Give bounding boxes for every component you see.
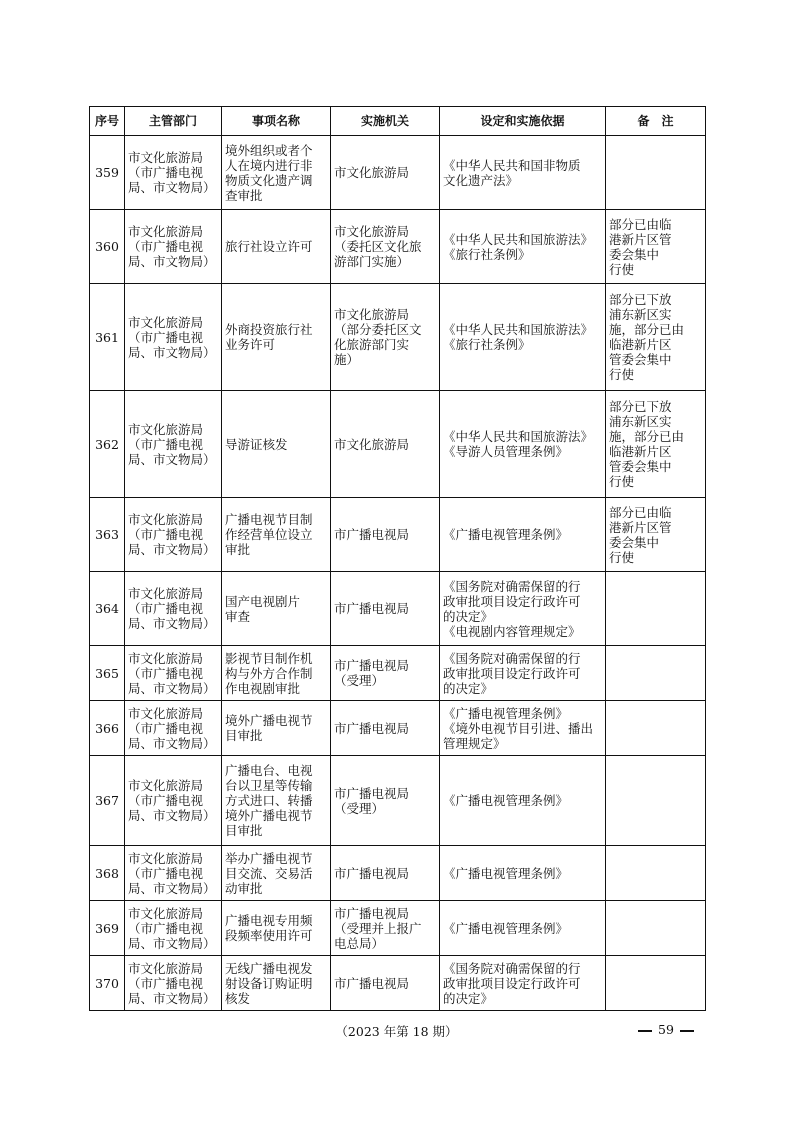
table-row	[90, 701, 706, 756]
department-cell-line: 局、市文物局）	[128, 451, 216, 467]
header-remarks: 备 注	[606, 107, 706, 136]
department-cell-line: 市文化旅游局	[128, 224, 204, 239]
item-name-cell-line: 段频率使用许可	[225, 928, 313, 943]
department-cell-line: （市广播电视	[128, 239, 204, 254]
remarks-cell-line: 浦东新区实	[609, 414, 672, 429]
header-index: 序号	[90, 107, 125, 136]
agency-cell-line: 市广播电视局	[334, 785, 410, 801]
dash-right	[680, 1030, 694, 1032]
item-name-cell-line: 影视节目制作机	[225, 650, 313, 666]
table-body	[90, 136, 706, 1011]
basis-cell-line: 《中华人民共和国旅游法》	[443, 231, 594, 247]
basis-cell-line: 政审批项目设定行政许可	[443, 593, 581, 609]
item-name-cell-line: 动审批	[225, 880, 263, 896]
header-item-name: 事项名称	[222, 107, 331, 136]
row-index-cell: 367	[90, 756, 125, 846]
item-name-cell-line: 作电视剧审批	[225, 680, 301, 696]
basis-cell-line: 《导游人员管理条例》	[443, 444, 569, 459]
department-cell-line: （市广播电视	[128, 920, 204, 936]
agency-cell-line: （受理）	[334, 673, 385, 688]
department-cell-line: （市广播电视	[128, 527, 204, 542]
item-name-cell-line: 广播电台、电视	[225, 763, 313, 778]
department-cell-line: （市广播电视	[128, 720, 204, 736]
department-cell-line: （市广播电视	[128, 165, 204, 180]
department-cell-line: （市广播电视	[128, 865, 204, 881]
basis-cell-line: 《中华人民共和国旅游法》	[443, 322, 594, 337]
basis-cell	[440, 572, 606, 646]
basis-cell	[440, 646, 606, 701]
dash-left	[638, 1030, 652, 1032]
department-cell-line: 市文化旅游局	[128, 960, 204, 976]
agency-cell-line: 施）	[334, 352, 360, 367]
agency-cell-line: 市广播电视局	[334, 865, 410, 881]
agency-cell	[331, 284, 440, 391]
department-cell-line: 局、市文物局）	[128, 180, 216, 195]
basis-cell	[440, 391, 606, 498]
table-row	[90, 646, 706, 701]
basis-cell-line: 《境外电视节目引进、播出	[443, 720, 594, 736]
agency-cell-line: 市广播电视局	[334, 720, 410, 736]
agency-cell	[331, 498, 440, 572]
item-name-cell-line: 射设备订购证明	[225, 975, 313, 991]
basis-cell-line: 《广播电视管理条例》	[443, 920, 569, 936]
department-cell	[125, 210, 222, 284]
table-row	[90, 391, 706, 498]
basis-cell	[440, 701, 606, 756]
agency-cell-line: （受理）	[334, 800, 385, 816]
agency-cell-line: （委托区文化旅	[334, 239, 422, 254]
remarks-cell-line: 施，部分已由	[609, 429, 685, 444]
agency-cell-line: （部分委托区文	[334, 322, 422, 337]
basis-cell-line: 《国务院对确需保留的行	[443, 960, 581, 976]
item-name-cell-line: 物质文化遗产调	[225, 172, 313, 188]
remarks-cell-line: 行使	[609, 367, 635, 382]
item-name-cell	[222, 391, 331, 498]
item-name-cell-line: 作经营单位设立	[225, 527, 313, 542]
item-name-cell-line: 举办广播电视节	[225, 850, 313, 866]
row-index-cell: 360	[90, 210, 125, 284]
table-row	[90, 284, 706, 391]
agency-cell-line: 市广播电视局	[334, 527, 410, 542]
agency-cell	[331, 136, 440, 210]
basis-cell-line: 《广播电视管理条例》	[443, 793, 569, 808]
agency-cell-line: 市文化旅游局	[334, 436, 410, 452]
department-cell	[125, 901, 222, 956]
agency-cell-line: 游部门实施）	[334, 254, 410, 269]
agency-cell	[331, 701, 440, 756]
header-agency: 实施机关	[331, 107, 440, 136]
department-cell-line: （市广播电视	[128, 329, 204, 345]
row-index-cell: 363	[90, 498, 125, 572]
department-cell	[125, 284, 222, 391]
remarks-cell	[606, 701, 706, 756]
basis-cell	[440, 756, 606, 846]
admin-approval-table	[89, 106, 706, 1011]
department-cell-line: 局、市文物局）	[128, 680, 216, 696]
item-name-cell-line: 核发	[225, 990, 251, 1006]
department-cell	[125, 136, 222, 210]
remarks-cell-line: 部分已下放	[609, 399, 672, 414]
department-cell-line: 局、市文物局）	[128, 616, 216, 631]
department-cell-line: 市文化旅游局	[128, 150, 204, 165]
remarks-cell-line: 临港新片区	[609, 444, 672, 459]
agency-cell-line: 化旅游部门实	[334, 337, 410, 352]
department-cell-line: 市文化旅游局	[128, 314, 204, 330]
item-name-cell-line: 审批	[225, 542, 251, 557]
item-name-cell	[222, 210, 331, 284]
remarks-cell	[606, 391, 706, 498]
agency-cell	[331, 846, 440, 901]
department-cell-line: 市文化旅游局	[128, 850, 204, 866]
department-cell	[125, 646, 222, 701]
department-cell-line: 市文化旅游局	[128, 905, 204, 921]
department-cell-line: （市广播电视	[128, 793, 204, 808]
table-row	[90, 901, 706, 956]
agency-cell-line: 电总局）	[334, 935, 385, 951]
remarks-cell	[606, 210, 706, 284]
basis-cell	[440, 956, 606, 1011]
item-name-cell-line: 境外广播电视节	[225, 808, 313, 823]
basis-cell-line: 《广播电视管理条例》	[443, 527, 569, 542]
page-number: 59	[658, 1022, 674, 1037]
basis-cell-line: 的决定》	[443, 990, 494, 1006]
basis-cell-line: 《广播电视管理条例》	[443, 705, 569, 721]
row-index-cell: 359	[90, 136, 125, 210]
remarks-cell-line: 管委会集中	[609, 459, 672, 474]
item-name-cell-line: 方式进口、转播	[225, 793, 313, 808]
item-name-cell-line: 目审批	[225, 823, 263, 838]
agency-cell	[331, 956, 440, 1011]
table-row	[90, 956, 706, 1011]
basis-cell	[440, 210, 606, 284]
basis-cell-line: 文化遗产法》	[443, 172, 519, 188]
page-number-block	[632, 1022, 700, 1037]
agency-cell	[331, 901, 440, 956]
item-name-cell	[222, 572, 331, 646]
item-name-cell-line: 旅行社设立许可	[225, 239, 313, 254]
item-name-cell-line: 目审批	[225, 728, 263, 743]
remarks-cell-line: 施，部分已由	[609, 322, 685, 337]
basis-cell-line: 政审批项目设定行政许可	[443, 665, 581, 681]
remarks-cell-line: 港新片区管	[609, 231, 672, 247]
department-cell-line: 局、市文物局）	[128, 542, 216, 557]
basis-cell-line: 《旅行社条例》	[443, 246, 531, 262]
row-index-cell: 365	[90, 646, 125, 701]
agency-cell-line: 市广播电视局	[334, 975, 410, 991]
table-row	[90, 498, 706, 572]
row-index-cell: 362	[90, 391, 125, 498]
table-row	[90, 136, 706, 210]
item-name-cell-line: 导游证核发	[225, 436, 288, 452]
table-header-row	[90, 107, 706, 136]
basis-cell-line: 的决定》	[443, 680, 494, 696]
table-row	[90, 210, 706, 284]
row-index-cell: 370	[90, 956, 125, 1011]
agency-cell	[331, 756, 440, 846]
item-name-cell	[222, 846, 331, 901]
remarks-cell-line: 临港新片区	[609, 337, 672, 352]
basis-cell-line: 《广播电视管理条例》	[443, 865, 569, 881]
item-name-cell-line: 查审批	[225, 187, 263, 203]
department-cell-line: 局、市文物局）	[128, 935, 216, 951]
agency-cell-line: 市文化旅游局	[334, 165, 410, 180]
department-cell-line: 局、市文物局）	[128, 990, 216, 1006]
item-name-cell-line: 审查	[225, 608, 251, 624]
remarks-cell-line: 部分已由临	[609, 504, 672, 520]
basis-cell-line: 《中华人民共和国旅游法》	[443, 429, 594, 444]
item-name-cell-line: 构与外方合作制	[225, 665, 313, 681]
remarks-cell-line: 部分已下放	[609, 292, 672, 307]
item-name-cell-line: 外商投资旅行社	[225, 322, 313, 337]
item-name-cell-line: 无线广播电视发	[225, 960, 313, 976]
basis-cell	[440, 498, 606, 572]
item-name-cell-line: 国产电视剧片	[225, 593, 301, 609]
agency-cell-line: 市文化旅游局	[334, 224, 410, 239]
remarks-cell-line: 港新片区管	[609, 519, 672, 535]
basis-cell-line: 《中华人民共和国非物质	[443, 157, 581, 173]
basis-cell-line: 管理规定》	[443, 735, 506, 751]
department-cell	[125, 956, 222, 1011]
item-name-cell	[222, 901, 331, 956]
department-cell-line: 市文化旅游局	[128, 512, 204, 527]
row-index-cell: 364	[90, 572, 125, 646]
department-cell-line: （市广播电视	[128, 975, 204, 991]
department-cell	[125, 701, 222, 756]
remarks-cell	[606, 572, 706, 646]
agency-cell-line: 市文化旅游局	[334, 307, 410, 322]
remarks-cell-line: 行使	[609, 261, 635, 277]
remarks-cell-line: 浦东新区实	[609, 307, 672, 322]
department-cell-line: 市文化旅游局	[128, 705, 204, 721]
item-name-cell-line: 目交流、交易活	[225, 865, 313, 881]
basis-cell-line: 《国务院对确需保留的行	[443, 578, 581, 594]
department-cell-line: 局、市文物局）	[128, 344, 216, 360]
row-index-cell: 366	[90, 701, 125, 756]
department-cell	[125, 391, 222, 498]
remarks-cell	[606, 956, 706, 1011]
remarks-cell-line: 委会集中	[609, 246, 660, 262]
department-cell-line: 局、市文物局）	[128, 735, 216, 751]
item-name-cell	[222, 136, 331, 210]
department-cell	[125, 756, 222, 846]
agency-cell-line: 市广播电视局	[334, 601, 410, 616]
agency-cell	[331, 572, 440, 646]
item-name-cell	[222, 701, 331, 756]
basis-cell-line: 《旅行社条例》	[443, 337, 531, 352]
agency-cell	[331, 210, 440, 284]
agency-cell-line: （受理并上报广	[334, 920, 422, 936]
basis-cell	[440, 136, 606, 210]
issue-label: （2023 年第 18 期）	[335, 1024, 458, 1039]
remarks-cell-line: 管委会集中	[609, 352, 672, 367]
item-name-cell-line: 人在境内进行非	[225, 157, 313, 173]
department-cell-line: （市广播电视	[128, 665, 204, 681]
basis-cell-line: 政审批项目设定行政许可	[443, 975, 581, 991]
item-name-cell-line: 境外组织或者个	[225, 142, 313, 158]
basis-cell	[440, 901, 606, 956]
basis-cell-line: 《国务院对确需保留的行	[443, 650, 581, 666]
agency-cell-line: 市广播电视局	[334, 658, 410, 673]
department-cell-line: （市广播电视	[128, 601, 204, 616]
remarks-cell	[606, 136, 706, 210]
item-name-cell	[222, 284, 331, 391]
remarks-cell	[606, 756, 706, 846]
item-name-cell-line: 广播电视节目制	[225, 512, 313, 527]
basis-cell	[440, 284, 606, 391]
basis-cell-line: 《电视剧内容管理规定》	[443, 623, 581, 639]
department-cell-line: （市广播电视	[128, 436, 204, 452]
remarks-cell	[606, 846, 706, 901]
table-row	[90, 756, 706, 846]
remarks-cell-line: 委会集中	[609, 534, 660, 550]
header-basis: 设定和实施依据	[440, 107, 606, 136]
item-name-cell-line: 广播电视专用频	[225, 913, 313, 928]
basis-cell	[440, 846, 606, 901]
department-cell-line: 市文化旅游局	[128, 421, 204, 437]
remarks-cell	[606, 284, 706, 391]
remarks-cell-line: 行使	[609, 549, 635, 565]
item-name-cell	[222, 956, 331, 1011]
remarks-cell	[606, 901, 706, 956]
item-name-cell	[222, 498, 331, 572]
department-cell-line: 市文化旅游局	[128, 586, 204, 601]
row-index-cell: 369	[90, 901, 125, 956]
item-name-cell	[222, 756, 331, 846]
agency-cell	[331, 391, 440, 498]
remarks-cell	[606, 498, 706, 572]
table-row	[90, 846, 706, 901]
department-cell-line: 市文化旅游局	[128, 650, 204, 666]
department-cell	[125, 572, 222, 646]
row-index-cell: 361	[90, 284, 125, 391]
agency-cell-line: 市广播电视局	[334, 905, 410, 921]
remarks-cell	[606, 646, 706, 701]
basis-cell-line: 的决定》	[443, 608, 494, 624]
department-cell-line: 局、市文物局）	[128, 880, 216, 896]
item-name-cell-line: 境外广播电视节	[225, 713, 313, 728]
item-name-cell	[222, 646, 331, 701]
item-name-cell-line: 业务许可	[225, 337, 276, 352]
department-cell	[125, 498, 222, 572]
remarks-cell-line: 部分已由临	[609, 216, 672, 232]
agency-cell	[331, 646, 440, 701]
item-name-cell-line: 台以卫星等传输	[225, 778, 313, 793]
remarks-cell-line: 行使	[609, 474, 635, 489]
department-cell-line: 局、市文物局）	[128, 254, 216, 269]
department-cell	[125, 846, 222, 901]
table-row	[90, 572, 706, 646]
department-cell-line: 市文化旅游局	[128, 778, 204, 793]
header-department: 主管部门	[125, 107, 222, 136]
department-cell-line: 局、市文物局）	[128, 808, 216, 823]
row-index-cell: 368	[90, 846, 125, 901]
